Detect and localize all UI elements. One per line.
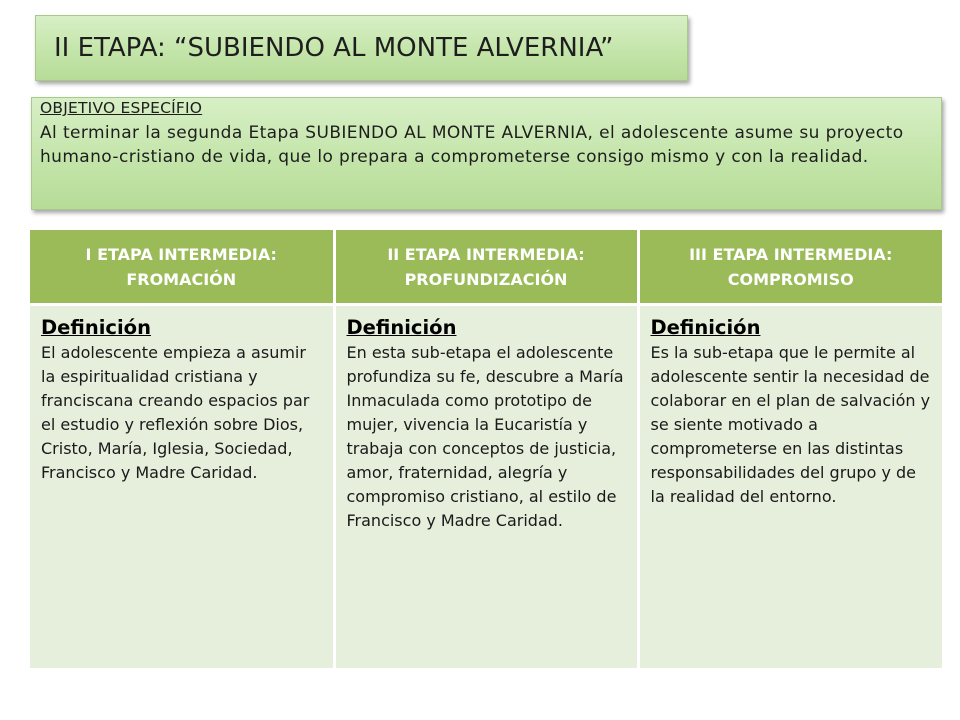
objective-heading: OBJETIVO ESPECÍFIO xyxy=(40,99,203,117)
definition-text: Es la sub-etapa que le permite al adolescente sentir la necesidad de colaborar en el plan de salvación y se siente motivado a comprometerse en las distintas responsabilidades del grupo y de la realidad del entorno. xyxy=(650,343,931,506)
definition-heading: Definición xyxy=(41,316,151,339)
definition-text: El adolescente empieza a asumir la espiritualidad cristiana y franciscana creando espacios par el estudio y reflexión sobre Dios, Cristo, María, Iglesia, Sociedad, Francisco y Madre Caridad. xyxy=(41,343,310,482)
table-header-row xyxy=(30,230,942,305)
definition-text: En esta sub-etapa el adolescente profundiza su fe, descubre a María Inmaculada como prototipo de mujer, vivencia la Eucaristía y trabaja con conceptos de justicia, amor, fraternidad, alegría y compromiso cristiano, al estilo de Francisco y Madre Caridad. xyxy=(346,343,624,530)
objective-text: Al terminar la segunda Etapa SUBIENDO AL MONTE ALVERNIA, el adolescente asume su proyecto humano-cristiano de vida, que lo prepara a comprometerse consigo mismo y con la realidad. xyxy=(40,123,904,167)
column-header-profundizacion: II ETAPA INTERMEDIA: PROFUNDIZACIÓN xyxy=(334,230,638,305)
column-header-formacion: I ETAPA INTERMEDIA: FROMACIÓN xyxy=(30,230,334,305)
objective-box xyxy=(31,97,942,210)
column-header-compromiso: III ETAPA INTERMEDIA: COMPROMISO xyxy=(638,230,942,305)
definition-cell-compromiso xyxy=(638,305,942,669)
definition-cell-profundizacion xyxy=(334,305,638,669)
table-row xyxy=(30,305,942,669)
slide-title: II ETAPA: “SUBIENDO AL MONTE ALVERNIA” xyxy=(54,33,614,63)
definition-heading: Definición xyxy=(650,316,761,339)
title-banner xyxy=(35,15,688,81)
definition-heading: Definición xyxy=(346,316,457,339)
stages-table xyxy=(30,230,942,668)
definition-cell-formacion xyxy=(30,305,334,669)
